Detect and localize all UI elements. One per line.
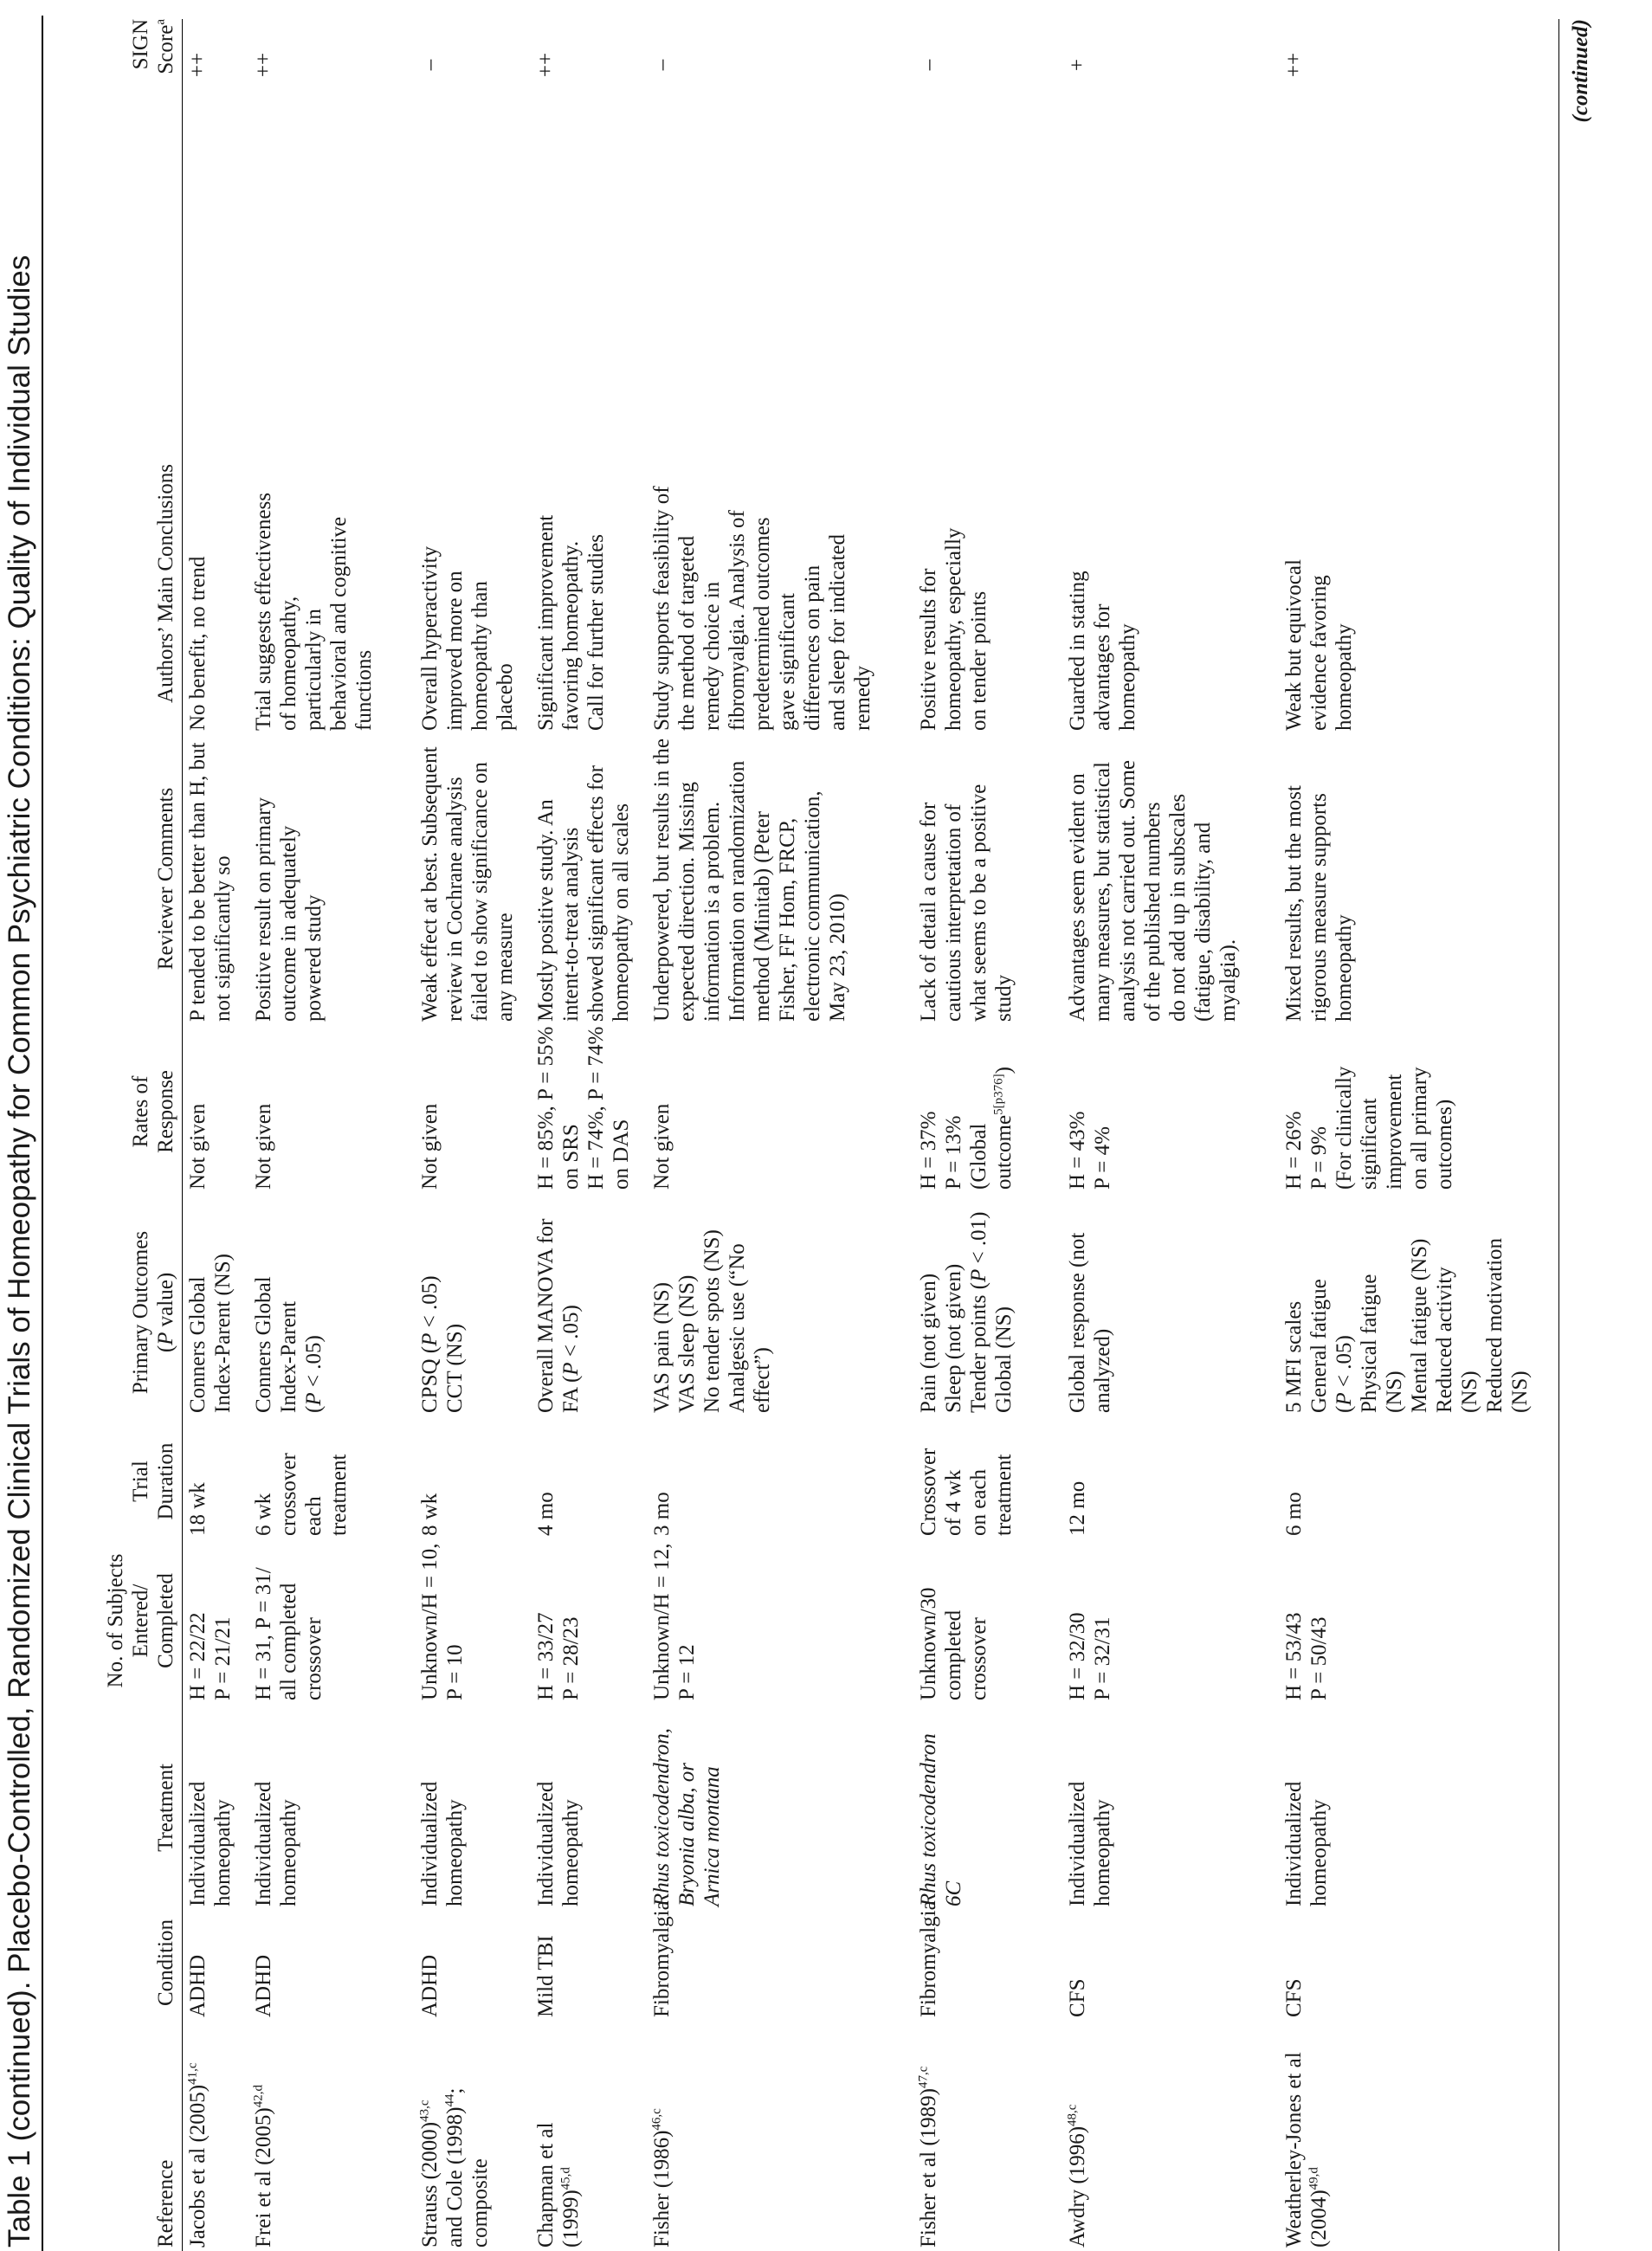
header-condition-text: Condition — [154, 1919, 177, 2007]
p-symbol: P — [559, 1362, 583, 1376]
row-reviewer: Positive result on primary outcome in adequately powered study — [252, 797, 326, 1022]
row-sign: ++ — [1282, 52, 1306, 78]
row-authors: Guarded in stating advantages for homeopathy — [1066, 571, 1139, 731]
row-reviewer: Mostly positive study. An intent-to-treat analysis showed significant effects for homeopathy on all scales — [534, 765, 633, 1022]
ref-sup: 47,c — [916, 2066, 931, 2089]
row-subjects: H = 22/22 P = 21/21 — [186, 1612, 235, 1700]
row-subjects: Unknown/30 completed crossover — [917, 1587, 991, 1700]
row-authors: Positive results for homeopathy, especially on tender points — [917, 527, 991, 731]
header-rule — [182, 19, 183, 2251]
row-response — [916, 1025, 1016, 1190]
row-reference — [1065, 2022, 1090, 2248]
row-outcomes: Global response (not analyzed) — [1066, 1232, 1114, 1413]
row-outcomes: Pain (not given) Sleep (not given) Tender points (P < .01) Global (NS) — [917, 1211, 1016, 1413]
row-reviewer: Weak effect at best. Subsequent review in Cochrane analysis failed to show significance on any measure — [418, 746, 517, 1022]
header-treatment: Treatment — [154, 1764, 177, 1852]
row-condition: ADHD — [418, 1954, 442, 2017]
row-outcomes: CPSQ (P < .05) CCT (NS) — [418, 1275, 467, 1413]
row-response: H = 43% P = 4% — [1066, 1111, 1114, 1190]
header-sign — [48, 19, 178, 113]
row-authors: Significant improvement favoring homeopathy. Call for further studies — [534, 514, 608, 731]
row-treatment: Individualized homeopathy — [1066, 1781, 1114, 1906]
header-outcomes-a: Primary Outcomes ( — [129, 1230, 177, 1395]
row-reference — [916, 2022, 941, 2248]
response-text: H = 37% P = 13% (Global outcome — [917, 1111, 1016, 1190]
header-reviewer: Reviewer Comments — [154, 787, 177, 971]
row-outcomes: 5 MFI scales General fatigue (P < .05) Physical fatigue (NS) Mental fatigue (NS) Reduced activity (NS) Reduced motivation (NS) — [1282, 1237, 1532, 1413]
header-reference: Reference — [154, 2159, 177, 2248]
row-treatment: Individualized homeopathy — [252, 1781, 300, 1906]
ref-sup: 46,c — [649, 2108, 664, 2131]
row-authors: Weak but equivocal evidence favoring homeopathy — [1282, 559, 1356, 731]
row-subjects: H = 32/30 P = 32/31 — [1066, 1612, 1114, 1700]
row-reviewer: Advantages seem evident on many measures, but statistical analysis not carried out. Some of the published numbers do not add up in subscales (fatigue, disability, and myalgia). — [1066, 759, 1240, 1022]
continued-note: (continued) — [1569, 19, 1592, 123]
row-authors: Overall hyperactivity improved more on homeopathy than placebo — [418, 545, 517, 731]
row-subjects: Unknown/H = 10, P = 10 — [418, 1543, 467, 1700]
row-condition: Fibromyalgia — [650, 1900, 674, 2017]
row-reviewer: P tended to be better than H, but not significantly so — [186, 742, 235, 1022]
row-sign: – — [917, 59, 940, 71]
row-treatment: Individualized homeopathy — [1282, 1781, 1331, 1906]
row-duration: 18 wk — [186, 1482, 210, 1536]
ref-text-3: ; composite — [443, 2087, 492, 2248]
header-outcomes — [48, 1212, 178, 1413]
bottom-rule — [1558, 19, 1559, 2251]
ref-text: Jacobs et al (2005) — [186, 2084, 210, 2248]
row-sign: ++ — [186, 52, 210, 78]
ref-text: Awdry (1996) — [1066, 2125, 1089, 2248]
row-duration: 3 mo — [650, 1492, 674, 1536]
row-condition: ADHD — [186, 1954, 210, 2017]
response-end: ) — [992, 1067, 1016, 1074]
p-symbol: P — [418, 1332, 442, 1346]
header-condition — [48, 1908, 178, 2017]
row-treatment: Rhus toxicodendron 6C — [917, 1733, 965, 1906]
row-treatment: Individualized homeopathy — [534, 1781, 583, 1906]
row-duration: Crossover of 4 wk on each treatment — [917, 1448, 1016, 1536]
row-outcomes: Overall MANOVA for FA (P < .05) — [534, 1218, 583, 1413]
row-reference — [251, 2022, 276, 2248]
ref-text-2: and Cole (1998) — [443, 2106, 467, 2248]
response-sup: 5[p376] — [991, 1074, 1006, 1115]
row-reference — [417, 2022, 493, 2248]
row-response: Not given — [418, 1103, 442, 1190]
row-condition: Fibromyalgia — [917, 1900, 940, 2017]
header-outcomes-p: P — [154, 1332, 177, 1345]
row-sign: – — [650, 59, 674, 71]
row-subjects: H = 33/27 P = 28/23 — [534, 1612, 583, 1700]
row-authors: No benefit, no trend — [186, 556, 210, 731]
row-response: Not given — [186, 1103, 210, 1190]
ref-sup: 41,c — [185, 2062, 200, 2085]
ref-sup: 43,c — [417, 2099, 432, 2122]
row-response: Not given — [252, 1103, 275, 1190]
row-outcomes: Conners Global Index-Parent (P < .05) — [252, 1276, 326, 1413]
row-condition: Mild TBI — [534, 1935, 558, 2017]
row-duration: 6 wk crossover each treatment — [252, 1453, 351, 1536]
ref-text: Frei et al (2005) — [252, 2107, 275, 2248]
ref-sup: 48,c — [1065, 2104, 1080, 2126]
header-subjects: No. of Subjects Entered/ Completed — [104, 1553, 177, 1688]
row-response: H = 26% P = 9% (For clinically significant improvement on all primary outcomes) — [1282, 1066, 1456, 1190]
row-response: Not given — [650, 1103, 674, 1190]
p-symbol: P — [302, 1392, 326, 1406]
ref-text: Strauss (2000) — [418, 2121, 442, 2248]
row-reference — [185, 2022, 210, 2248]
row-sign: ++ — [252, 52, 275, 78]
row-condition: ADHD — [252, 1954, 275, 2017]
row-duration: 4 mo — [534, 1492, 558, 1536]
header-authors: Authors’ Main Conclusions — [154, 464, 177, 703]
ref-sup: 42,d — [251, 2084, 266, 2108]
p-symbol: P — [967, 1268, 991, 1282]
p-symbol: P — [1333, 1392, 1356, 1406]
row-treatment: Individualized homeopathy — [418, 1781, 467, 1906]
row-reviewer: Lack of detail a cause for cautious interpretation of what seems to be a positive study — [917, 784, 1016, 1022]
row-duration: 12 mo — [1066, 1480, 1089, 1536]
ref-text: Chapman et al (1999) — [534, 2122, 583, 2248]
ref-text: Fisher (1986) — [650, 2130, 674, 2248]
row-subjects: Unknown/H = 12, P = 12 — [650, 1543, 699, 1700]
row-outcomes: VAS pain (NS) VAS sleep (NS) No tender spots (NS) Analgesic use (“No effect”) — [650, 1229, 774, 1413]
row-subjects: H = 31, P = 31/ all completed crossover — [252, 1567, 326, 1700]
row-reference — [1281, 2022, 1332, 2248]
row-condition: CFS — [1282, 1978, 1306, 2017]
row-duration: 6 mo — [1282, 1492, 1306, 1536]
row-reference — [533, 2022, 584, 2248]
row-response: H = 85%, P = 55% on SRS H = 74%, P = 74% on DAS — [534, 1026, 633, 1190]
header-sign-sup: a — [153, 19, 168, 25]
row-outcomes: Conners Global Index-Parent (NS) — [186, 1254, 235, 1413]
row-sign: – — [418, 59, 442, 71]
header-sign-text: SIGN Score — [129, 19, 177, 74]
ref-sup-2: 44 — [442, 2093, 457, 2107]
row-treatment: Individualized homeopathy — [186, 1781, 235, 1906]
row-condition: CFS — [1066, 1978, 1089, 2017]
header-duration: Trial Duration — [129, 1442, 177, 1520]
row-authors: Study supports feasibility of the method of targeted remedy choice in fibromyalgia. Analysis of predetermined outcomes gave significant differences on pain and sleep for indicated remedy — [650, 486, 874, 731]
table-title: Table 1 (continued). Placebo-Controlled, Randomized Clinical Trials of Homeopathy for Common Psychiatric Conditions: Quality of Individual Studies — [0, 16, 43, 2251]
ref-text: Weatherley-Jones et al (2004) — [1282, 2052, 1331, 2248]
row-treatment: Rhus toxicodendron, Bryonia alba, or Arnica montana — [650, 1728, 724, 1906]
row-reviewer: Mixed results, but the most rigorous measure supports homeopathy — [1282, 785, 1356, 1022]
ref-sup: 45,d — [558, 2167, 573, 2190]
row-reviewer: Underpowered, but results in the expected direction. Missing information is a problem. Information on randomization method (Minitab) (Peter Fisher, FF Hom, FRCP, electronic communication, May 23, 2010) — [650, 738, 849, 1022]
ref-sup: 49,d — [1307, 2167, 1321, 2190]
ref-text: Fisher et al (1989) — [917, 2088, 940, 2248]
row-sign: ++ — [534, 52, 558, 78]
row-authors: Trial suggests effectiveness of homeopathy, particularly in behavioral and cognitive functions — [252, 493, 376, 731]
row-subjects: H = 53/43 P = 50/43 — [1282, 1612, 1331, 1700]
header-outcomes-b: value) — [154, 1272, 177, 1332]
header-response: Rates of Response — [129, 1070, 177, 1153]
row-sign: + — [1066, 58, 1089, 72]
row-duration: 8 wk — [418, 1493, 442, 1536]
row-reference — [649, 2022, 674, 2248]
